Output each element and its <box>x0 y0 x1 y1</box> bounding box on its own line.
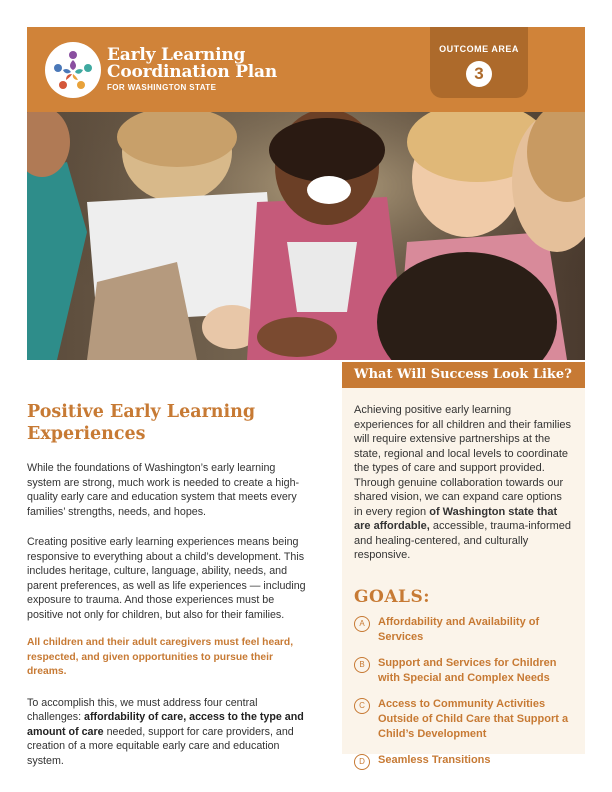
logo-subtitle: FOR WASHINGTON STATE <box>107 83 217 92</box>
success-text-bold: of Washington state that are affordable, <box>354 505 558 532</box>
success-panel <box>342 388 585 766</box>
logo-title-line1: Early Learning <box>107 45 246 65</box>
page-title <box>27 401 312 445</box>
intro-paragraph: While the foundations of Washington’s early learning system are strong, much work is needed to create a high-quality early care and education system that meets every families’ strengths, needs, and hopes. <box>27 462 300 518</box>
challenges-paragraph <box>27 696 312 769</box>
goals-heading: GOALS: <box>354 586 431 607</box>
success-heading: What Will Success Look Like? <box>342 362 585 388</box>
main-content <box>27 401 312 768</box>
challenges-text-bold: affordability of care, access to the type and amount of care <box>27 711 304 738</box>
goal-text: Support and Services for Children with Special and Complex Needs <box>378 656 557 684</box>
goal-item-c <box>354 697 573 742</box>
goal-letter-badge: B <box>354 657 370 673</box>
children-laughing-photo <box>27 112 585 360</box>
success-text-end: accessible, trauma-informed and healing-centered, and culturally responsive. <box>354 520 572 561</box>
goal-text: Access to Community Activities Outside of Child Care that Support a Child’s Development <box>378 697 569 740</box>
goal-text: Seamless Transitions <box>378 753 491 766</box>
goal-letter-badge: C <box>354 698 370 714</box>
development-paragraph: Creating positive early learning experiences means being responsive to everything about a child’s development. This includes heritage, culture, language, ability, needs, and parent preferences, as well as life experiences — including exposure to trauma. And those experiences must be positive not only for children, but also for their families. <box>27 536 306 621</box>
outcome-area-tab <box>430 27 528 98</box>
success-text <box>354 403 573 563</box>
highlight-statement: All children and their adult caregivers must feel heard, respected, and given opportunities to pursue their dreams. <box>27 637 294 677</box>
success-text-start: Achieving positive early learning experiences for all children and their families will require extensive partnerships at the state, regional and local levels to coordinate the types of care and support provided. Through genuine collaboration towards our shared vision, we can expand care options in every region <box>354 404 572 518</box>
outcome-area-number: 3 <box>466 61 492 87</box>
goal-letter-badge: D <box>354 754 370 770</box>
goal-item-a <box>354 615 573 645</box>
page-title-line1: Positive Early Learning <box>27 402 256 422</box>
logo-icon <box>45 42 101 98</box>
challenges-text-end: needed, support for care providers, and creation of a more equitable early care and education system. <box>27 725 294 767</box>
page-title-line2: Experiences <box>27 424 146 444</box>
challenges-text-start: To accomplish this, we must address four central challenges: <box>27 696 258 723</box>
goal-text: Affordability and Availability of Services <box>378 615 540 643</box>
outcome-area-label: OUTCOME AREA <box>439 44 519 54</box>
logo-text <box>107 47 277 92</box>
logo-title-line2: Coordination Plan <box>107 62 278 82</box>
goal-item-b <box>354 656 573 686</box>
goal-letter-badge: A <box>354 616 370 632</box>
goal-item-d <box>354 753 573 770</box>
